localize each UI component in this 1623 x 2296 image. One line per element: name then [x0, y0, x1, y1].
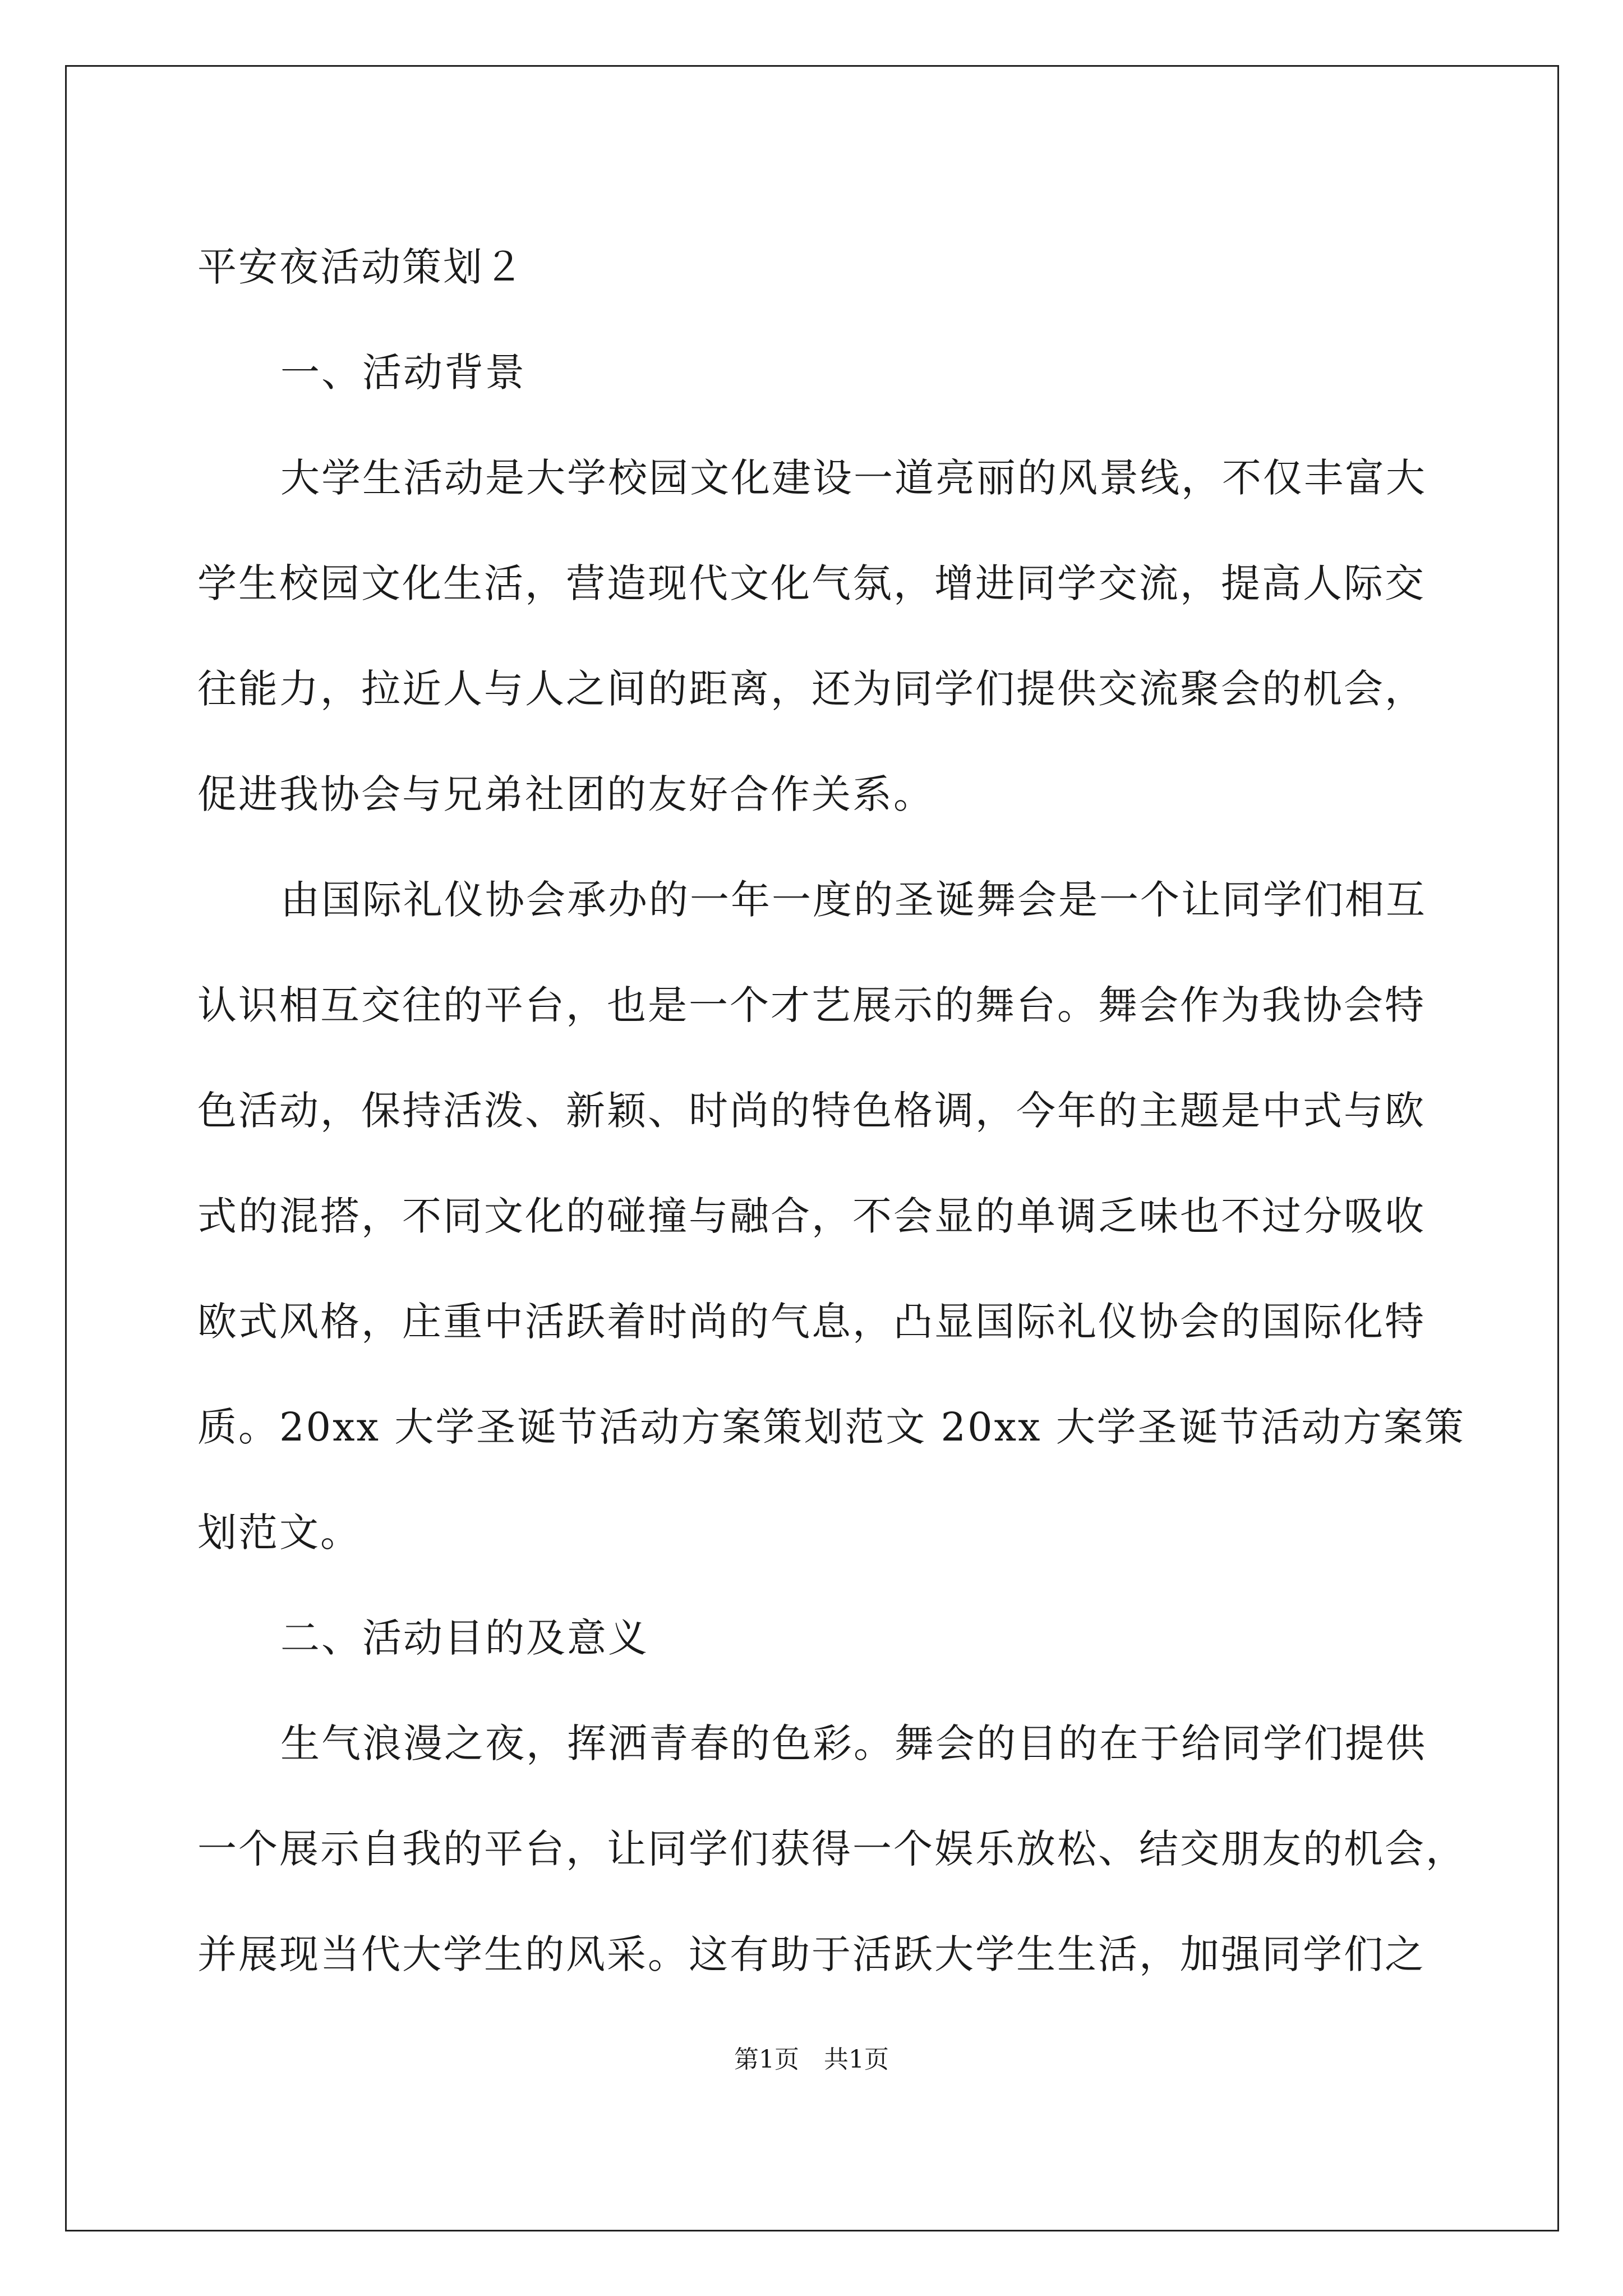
paragraph-line: 色活动，保持活泼、新颖、时尚的特色格调，今年的主题是中式与欧 — [197, 1088, 1426, 1134]
paragraph-line: 式的混搭，不同文化的碰撞与融合，不会显的单调乏味也不过分吸收 — [197, 1193, 1426, 1239]
section-heading: 一、活动背景 — [280, 349, 526, 395]
document-body — [197, 214, 1467, 2007]
paragraph-line: 学生校园文化生活，营造现代文化气氛，增进同学交流，提高人际交 — [197, 560, 1426, 606]
paragraph-line: 并展现当代大学生的风采。这有助于活跃大学生生活，加强同学们之 — [197, 1931, 1426, 1977]
document-title: 平安夜活动策划２ — [197, 244, 525, 290]
paragraph-line: 大学生活动是大学校园文化建设一道亮丽的风景线，不仅丰富大 — [280, 455, 1427, 501]
paragraph-line: 划范文。 — [197, 1510, 361, 1556]
page-footer — [0, 2043, 1623, 2077]
page-total: 共1页 — [824, 2045, 889, 2074]
paragraph-line: 往能力，拉近人与人之间的距离，还为同学们提供交流聚会的机会， — [197, 666, 1426, 712]
section-heading: 二、活动目的及意义 — [280, 1615, 649, 1661]
paragraph-line: 认识相互交往的平台，也是一个才艺展示的舞台。舞会作为我协会特 — [197, 982, 1426, 1028]
paragraph-line: 一个展示自我的平台，让同学们获得一个娱乐放松、结交朋友的机会， — [197, 1826, 1467, 1872]
paragraph-line: 质。20xx 大学圣诞节活动方案策划范文 20xx 大学圣诞节活动方案策 — [197, 1404, 1465, 1450]
paragraph-line: 促进我协会与兄弟社团的友好合作关系。 — [197, 771, 934, 817]
page-number: 第1页 — [734, 2045, 799, 2074]
paragraph-line: 由国际礼仪协会承办的一年一度的圣诞舞会是一个让同学们相互 — [280, 877, 1427, 923]
paragraph-line: 生气浪漫之夜，挥洒青春的色彩。舞会的目的在于给同学们提供 — [280, 1720, 1427, 1766]
paragraph-line: 欧式风格，庄重中活跃着时尚的气息，凸显国际礼仪协会的国际化特 — [197, 1299, 1426, 1345]
